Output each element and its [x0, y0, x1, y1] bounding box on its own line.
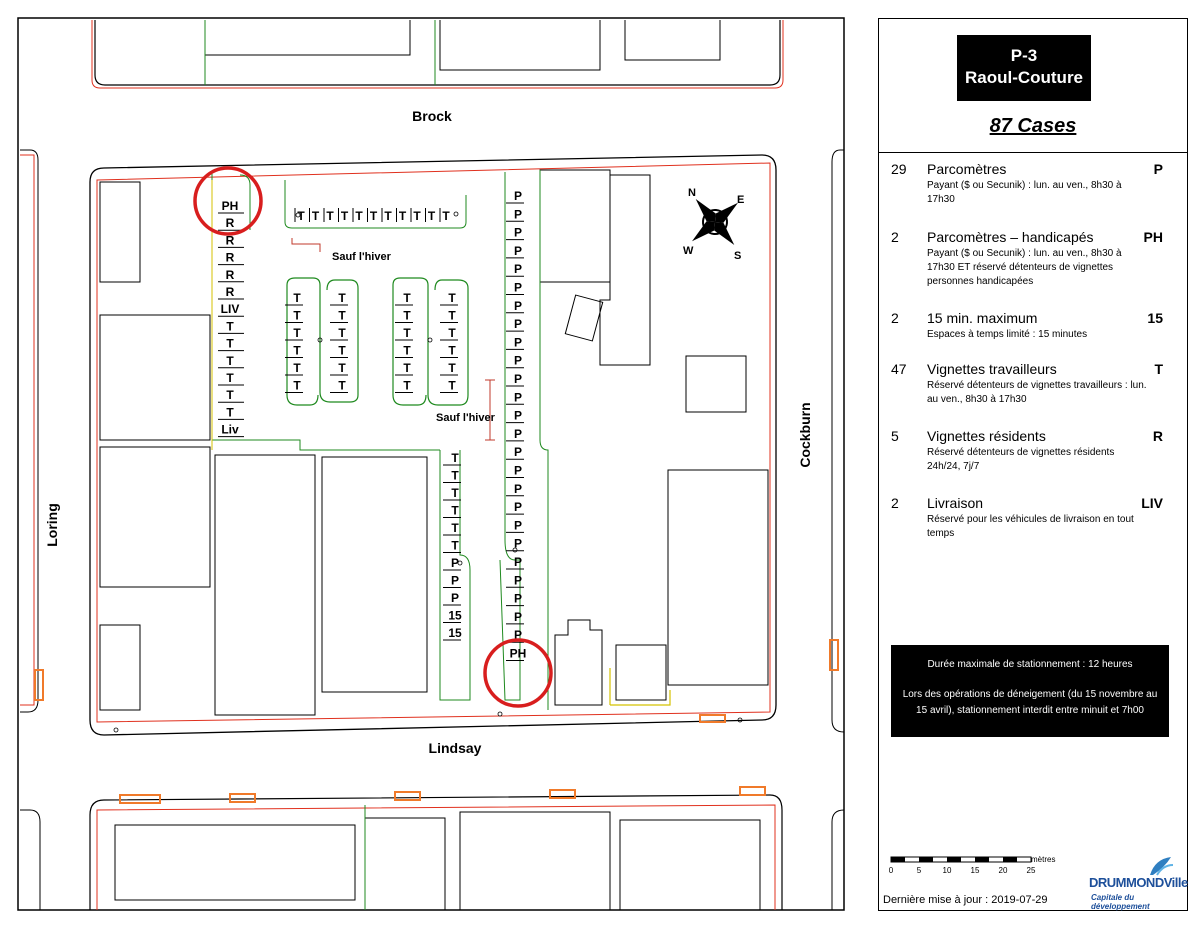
stall-label: T [451, 468, 459, 483]
stall-label: T [442, 209, 450, 223]
building [668, 470, 768, 685]
stall-label: P [513, 243, 523, 258]
street-brock: Brock [412, 108, 452, 124]
scale-tick: 20 [998, 866, 1008, 875]
lamp [114, 728, 118, 732]
main-block-property [97, 163, 770, 722]
stall-label: P [450, 573, 460, 588]
total-cases: 87 Cases [989, 115, 1077, 137]
legend-desc: Réservé détenteurs de vignettes travailleurs : lun. au ven., 8h30 à 17h30 [927, 380, 1147, 405]
scale-tick: 5 [916, 866, 922, 875]
stall-label: T [226, 336, 234, 351]
stall-label: 15 [448, 608, 462, 623]
notice-max-duration: Durée maximale de stationnement : 12 heures [927, 659, 1133, 670]
building [215, 455, 315, 715]
stall-label: T [311, 209, 320, 223]
winter-marker [485, 380, 495, 440]
stall-label: T [293, 378, 301, 393]
legend-code: 15 [1147, 310, 1163, 326]
compass-s: S [734, 250, 742, 262]
stall-label: T [338, 308, 346, 323]
building [100, 315, 210, 440]
stall-label: LIV [220, 302, 240, 317]
building [322, 457, 427, 692]
west-property [20, 155, 34, 705]
slots-lower-column [443, 451, 462, 640]
legend-count: 2 [891, 495, 899, 511]
stall-label: T [451, 503, 459, 518]
stall-label: P [513, 426, 523, 441]
building [600, 175, 650, 365]
notice-box [891, 645, 1169, 737]
scale-tick: 10 [942, 866, 952, 875]
legend-panel [878, 18, 1188, 911]
street-loring: Loring [44, 503, 60, 547]
stall-label: P [450, 556, 460, 570]
winter-note-top: Sauf l'hiver [332, 251, 391, 263]
stall-label: T [403, 308, 411, 323]
legend-name: 15 min. maximum [927, 310, 1038, 326]
building [540, 170, 610, 282]
curb [240, 175, 250, 230]
stall-label: P [513, 390, 523, 405]
stall-label: P [513, 445, 523, 460]
north-block-property [92, 20, 783, 88]
slots-island-left-b [330, 291, 348, 393]
legend-code: P [1153, 161, 1163, 177]
curb-center-east [540, 170, 548, 710]
stall-label: PH [509, 646, 527, 661]
stall-label: T [338, 291, 346, 305]
drummondville-logo [1089, 855, 1188, 911]
stall-label: T [355, 209, 363, 223]
stall-label: T [369, 209, 378, 223]
stall-label: P [513, 463, 523, 478]
slots-island-right-a [395, 291, 413, 393]
stall-label: P [513, 628, 523, 643]
building [115, 825, 355, 900]
compass-n: N [688, 187, 696, 199]
stall-label: T [338, 326, 346, 340]
stall-label: T [451, 451, 459, 465]
stall-label: P [513, 207, 523, 222]
legend-code: R [1152, 428, 1163, 444]
se-curb [832, 810, 844, 910]
building [555, 620, 602, 705]
stall-label: R [225, 285, 235, 299]
logo-tagline: Capitale du développement [1091, 893, 1150, 911]
divider [879, 152, 1187, 153]
north-building-3 [625, 20, 720, 60]
scale-tick: 0 [888, 866, 894, 875]
stall-label: T [448, 361, 456, 375]
yellow-line [610, 668, 670, 705]
legend-desc: Réservé pour les véhicules de livraison en tout temps [927, 514, 1134, 539]
legend-desc: Espaces à temps limité : 15 minutes [927, 329, 1088, 340]
lamp [498, 712, 502, 716]
stall-label: T [293, 343, 301, 358]
stall-label: P [513, 353, 523, 368]
stall-label: P [513, 372, 523, 386]
stall-label: T [451, 538, 459, 553]
legend-desc: Réservé détenteurs de vignettes résidents 24h/24, 7j/7 [927, 447, 1115, 472]
stall-label: P [513, 280, 523, 295]
legend-name: Parcomètres [927, 161, 1007, 177]
stall-label: P [513, 225, 523, 240]
west-marker [35, 670, 43, 700]
stall-label: T [448, 308, 456, 323]
legend-desc: Payant ($ ou Secunik) : lun. au ven., 8h30 à 17h30 [927, 180, 1122, 205]
scale-unit: mètres [1031, 855, 1056, 864]
legend-code: LIV [1141, 495, 1163, 511]
stall-label: T [226, 405, 234, 420]
stall-label: P [513, 262, 523, 277]
stall-label: T [297, 209, 305, 223]
sidewalk-marker [395, 792, 420, 800]
scale-bar [887, 855, 1037, 885]
stall-label: T [448, 343, 456, 358]
slots-island-left-a [285, 291, 303, 393]
stall-label: P [450, 591, 460, 605]
stall-label: T [293, 361, 301, 375]
stall-label: T [403, 378, 411, 393]
building [686, 356, 746, 412]
stall-label: P [513, 518, 523, 533]
legend-name: Parcomètres – handicapés [927, 229, 1094, 245]
legend-code: T [1154, 361, 1163, 377]
stall-label: T [338, 361, 346, 375]
west-curb [20, 150, 38, 712]
stall-label: 15 [448, 626, 462, 640]
island-left-b [287, 285, 318, 405]
stall-label: T [403, 361, 411, 375]
street-cockburn: Cockburn [797, 402, 813, 468]
sidewalk-marker [230, 794, 255, 802]
stall-label: P [513, 609, 523, 624]
winter-note-center: Sauf l'hiver [436, 412, 495, 424]
building [100, 447, 210, 587]
legend-count: 5 [891, 428, 899, 444]
stall-label: P [513, 591, 523, 606]
stall-label: P [513, 408, 523, 423]
stall-label: T [448, 291, 456, 305]
lamp [454, 212, 458, 216]
stall-label: P [513, 335, 523, 350]
logo-text: DRUMMONDVille [1089, 875, 1188, 890]
building [460, 812, 610, 910]
stall-label: T [403, 326, 411, 340]
stall-label: T [326, 209, 334, 223]
sidewalk-marker [740, 787, 765, 795]
sw-curb [20, 810, 40, 910]
building [565, 295, 602, 341]
legend-count: 47 [891, 361, 907, 377]
winter-marker [292, 238, 320, 252]
logo-leaf-icon [1145, 855, 1175, 877]
scale-tick: 15 [970, 866, 980, 875]
stall-label: R [225, 233, 235, 248]
sidewalk-marker [120, 795, 160, 803]
stall-label: T [293, 326, 301, 340]
stall-label: P [513, 189, 523, 203]
stall-label: R [225, 250, 235, 265]
building [616, 645, 666, 700]
stall-label: Liv [221, 422, 239, 437]
lot-code: P-3 [1010, 46, 1038, 65]
legend-name: Livraison [927, 495, 984, 511]
stall-label: P [513, 298, 523, 313]
street-lindsay: Lindsay [428, 740, 482, 756]
stall-label: T [226, 319, 234, 334]
stall-label: T [398, 209, 407, 223]
compass-w: W [683, 245, 694, 257]
scale-tick: 25 [1026, 866, 1036, 875]
north-building-2 [440, 20, 600, 70]
stall-label: T [403, 343, 411, 358]
main-block-curb [90, 155, 776, 735]
stall-label: T [427, 209, 436, 223]
stall-label: T [451, 486, 459, 500]
stall-label: T [448, 378, 456, 393]
stall-label: T [451, 521, 459, 535]
legend-count: 29 [891, 161, 907, 177]
south-block-property [97, 805, 775, 910]
east-marker [830, 640, 838, 670]
stall-label: T [340, 209, 349, 223]
legend-count: 2 [891, 229, 899, 245]
building [100, 625, 140, 710]
building [365, 818, 445, 910]
legend-desc: Payant ($ ou Secunik) : lun. au ven., 8h30 à 17h30 ET réservé détenteurs de vignettes personnes handicapées [927, 248, 1122, 287]
stall-label: T [226, 353, 234, 368]
north-building-1 [205, 20, 410, 55]
stall-label: PH [221, 199, 239, 213]
slots-island-right-b [440, 291, 458, 393]
stall-label: T [226, 371, 234, 385]
slots-center-column [506, 189, 526, 661]
legend-count: 2 [891, 310, 899, 326]
building [620, 820, 760, 910]
stall-label: P [513, 317, 523, 332]
slots-top-row [295, 208, 450, 223]
notice-snow-removal: Lors des opérations de déneigement (du 15 novembre au 15 avril), stationnement interdit entre minuit et 7h00 [902, 689, 1158, 716]
stall-label: P [513, 555, 523, 569]
stall-label: T [403, 291, 411, 305]
stall-label: P [513, 573, 523, 588]
north-block-curb [95, 20, 780, 85]
south-block-curb [90, 795, 782, 910]
stall-label: T [384, 209, 392, 223]
stall-label: T [293, 308, 301, 323]
lot-name: Raoul-Couture [964, 68, 1084, 87]
stall-label: R [225, 216, 235, 231]
stall-label: P [513, 481, 523, 496]
stall-label: T [293, 291, 301, 305]
stall-label: T [413, 209, 421, 223]
stall-label: P [513, 536, 523, 551]
legend-name: Vignettes résidents [927, 428, 1046, 444]
last-updated: Dernière mise à jour : 2019-07-29 [883, 894, 1048, 906]
lot-title-box [957, 35, 1091, 101]
stall-label: T [338, 378, 346, 393]
stall-label: T [448, 326, 456, 340]
stall-label: T [226, 388, 234, 403]
legend-name: Vignettes travailleurs [927, 361, 1057, 377]
stall-label: T [338, 343, 346, 358]
stall-label: P [513, 500, 523, 515]
map-frame [18, 18, 844, 910]
legend-code: PH [1143, 229, 1163, 245]
stall-label: R [225, 267, 235, 282]
building [100, 182, 140, 282]
compass-e: E [737, 194, 745, 206]
